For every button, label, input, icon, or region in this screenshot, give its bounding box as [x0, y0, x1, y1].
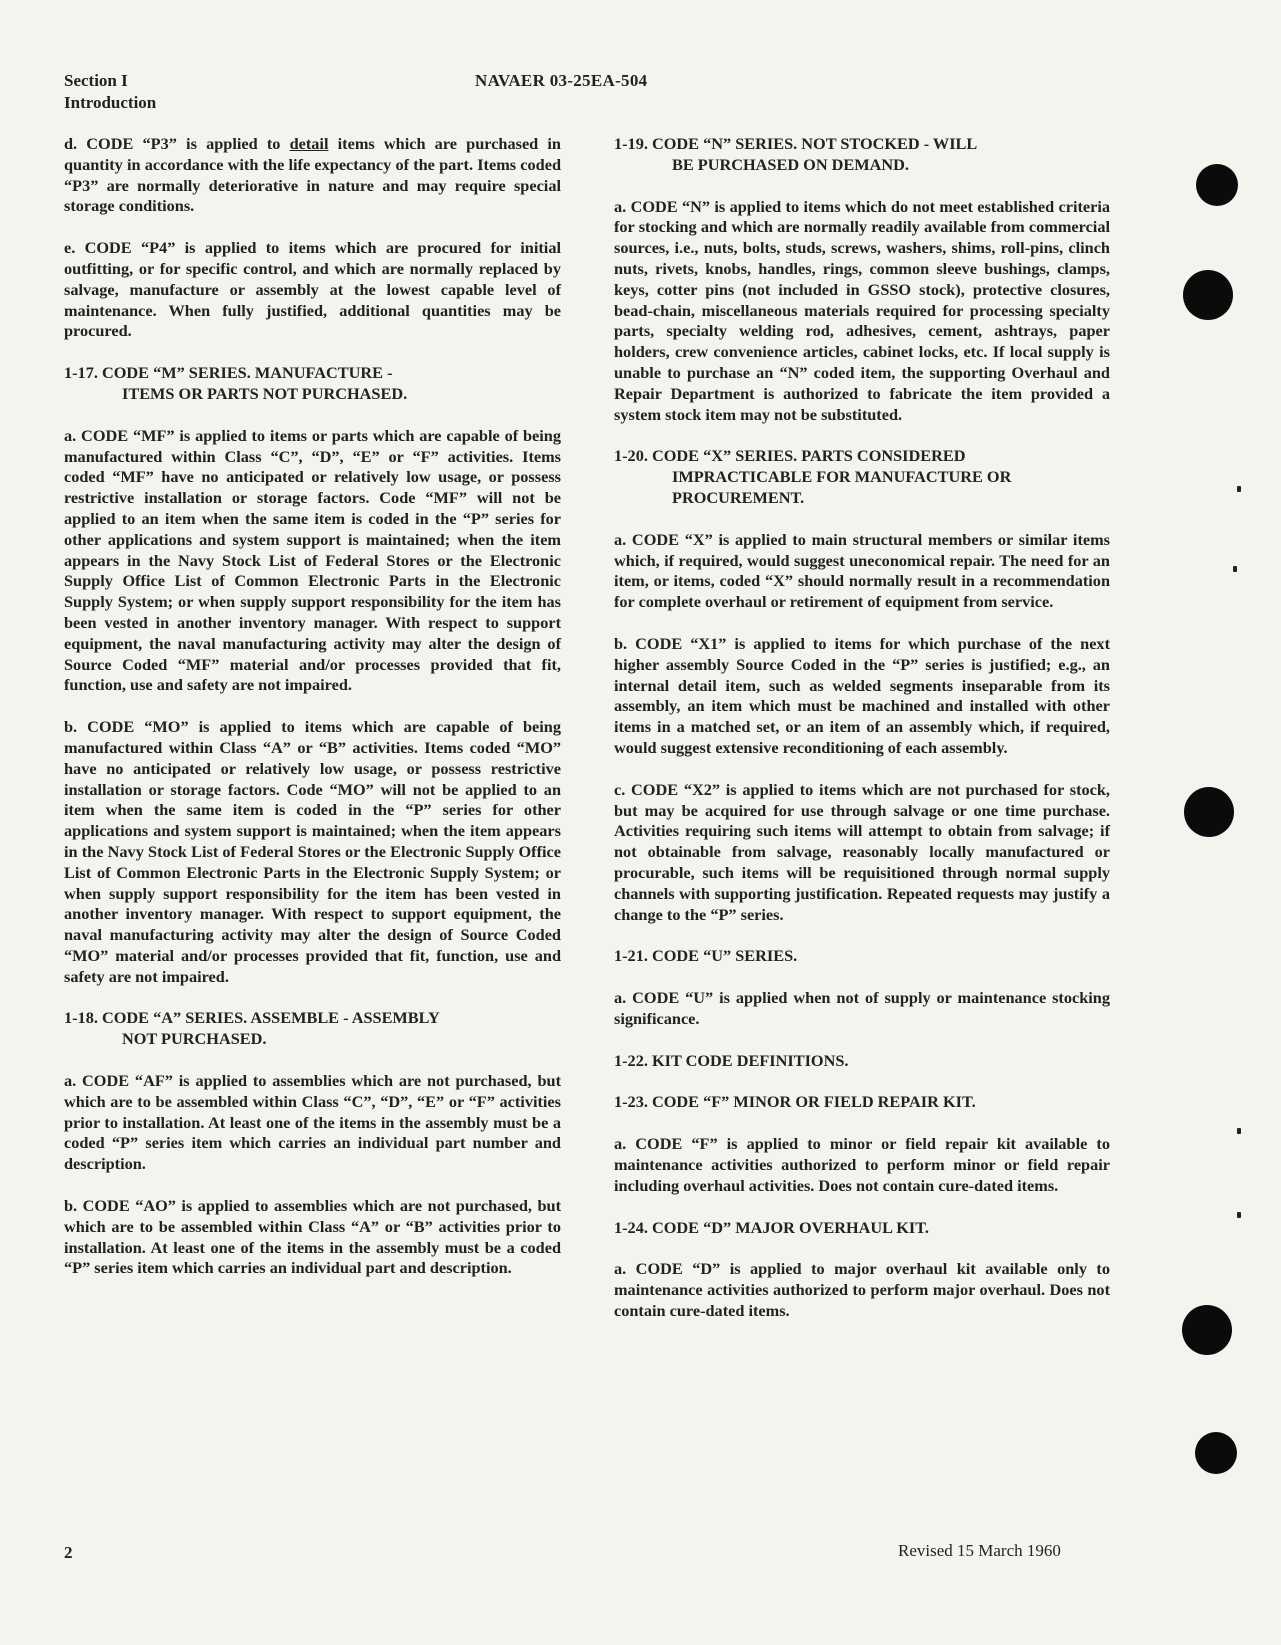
heading-1-20-line2: IMPRACTICABLE FOR MANUFACTURE OR	[672, 467, 1012, 487]
heading-1-17-line1: 1-17. CODE “M” SERIES. MANUFACTURE -	[64, 363, 393, 383]
page-number: 2	[64, 1543, 73, 1562]
paragraph-p4: e. CODE “P4” is applied to items which are procured for initial outfitting, or for specific control, and which are normally replaced by salvage, manufacture or assembly at the lowest capable level of maintenance. When fully justified, additional quantities may be procured.	[64, 238, 561, 341]
heading-1-24: 1-24. CODE “D” MAJOR OVERHAUL KIT.	[614, 1217, 929, 1237]
heading-1-18	[64, 1008, 561, 1050]
right-column	[614, 134, 1110, 1343]
paragraph-x2: c. CODE “X2” is applied to items which are not purchased for stock, but may be acquired for use through salvage or one time purchase. Activities requiring such items will attempt to obtain from salvage; if not obtainable from salvage, reasonably locally manufactured or procurable, such items will be requisitioned through normal supply channels with supporting justification. Repeated requests may justify a change to the “P” series.	[614, 779, 1110, 924]
heading-1-19	[614, 134, 1110, 176]
paragraph-u: a. CODE “U” is applied when not of supply or maintenance stocking significance.	[614, 988, 1110, 1028]
punch-hole-icon	[1183, 270, 1233, 320]
heading-1-20	[614, 446, 1110, 508]
paragraph-p3	[64, 134, 561, 217]
paragraph-x: a. CODE “X” is applied to main structural members or similar items which, if required, would suggest uneconomical repair. The need for an item, or items, coded “X” should normally result in a recommendation for complete overhaul or retirement of equipment from service.	[614, 529, 1110, 612]
paragraph-f-kit: a. CODE “F” is applied to minor or field repair kit available to maintenance activities authorized to perform minor or field repair including overhaul activities. Does not contain cure-dated items.	[614, 1134, 1110, 1195]
paragraph-ao: b. CODE “AO” is applied to assemblies which are not purchased, but which are to be assembled within Class “A” or “B” activities prior to installation. At least one of the items in the assembly must be a coded “P” series item which carries an individual part and description.	[64, 1196, 561, 1278]
punch-hole-icon	[1184, 787, 1234, 837]
heading-1-20-line3: PROCUREMENT.	[672, 487, 805, 507]
revision-date: Revised 15 March 1960	[898, 1541, 1061, 1560]
left-column	[64, 134, 561, 1300]
p3-underlined-word: detail	[289, 134, 329, 153]
punch-hole-icon	[1196, 164, 1238, 206]
p3-text-start: d. CODE “P3” is applied to	[64, 134, 290, 153]
heading-1-18-line1: 1-18. CODE “A” SERIES. ASSEMBLE - ASSEMBLY	[64, 1008, 440, 1028]
heading-1-17	[64, 363, 561, 405]
heading-1-22: 1-22. KIT CODE DEFINITIONS.	[614, 1050, 849, 1070]
punch-hole-icon	[1195, 1432, 1237, 1474]
paragraph-n: a. CODE “N” is applied to items which do not meet established criteria for stocking and which are normally readily available from commercial sources, i.e., nuts, bolts, studs, screws, washers, shims, roll-pins, clinch nuts, rivets, knobs, handles, rings, common sleeve bushings, clamps, keys, cotter pins (not included in GSSO stock), protective closures, bead-chain, miscellaneous materials required for processing specialty parts, specialty welding rod, adhesives, cement, ashtrays, paper holders, crew convenience articles, cabinet locks, etc. If local supply is unable to purchase an “N” coded item, the supporting Overhaul and Repair Department is authorized to fabricate the item provided a system stock item may not be substituted.	[614, 196, 1110, 424]
margin-speck	[1237, 1128, 1241, 1134]
paragraph-d-kit: a. CODE “D” is applied to major overhaul kit available only to maintenance activities authorized to perform major overhaul. Does not contain cure-dated items.	[614, 1259, 1110, 1321]
punch-hole-icon	[1182, 1305, 1232, 1355]
paragraph-mo: b. CODE “MO” is applied to items which are capable of being manufactured within Class “A” or “B” activities. Items coded “MO” have no anticipated or relatively low usage, or possess restrictive installation or storage factors. Code “MO” will not be applied to an item when the same item is coded in the “P” series for other applications and system support is maintained; when the item appears in the Navy Stock List of Federal Stores or the Electronic Supply Office List of Common Electronic Parts in the Electronic Supply System; or when supply support responsibility for the item has been vested in another inventory manager. With respect to support equipment, the naval manufacturing activity may alter the design of Source Coded “MO” material and/or processes provided that fit, function, use and safety are not impaired.	[64, 717, 561, 986]
document-number: NAVAER 03-25EA-504	[475, 71, 648, 90]
heading-1-21: 1-21. CODE “U” SERIES.	[614, 946, 798, 966]
paragraph-x1: b. CODE “X1” is applied to items for which purchase of the next higher assembly Source Coded in the “P” series is justified; e.g., an internal detail item, such as welded segments inseparable from its assembly, an item which must be machined and installed with other items in a matched set, or an item of an assembly which, if required, would suggest extensive reconditioning of each assembly.	[614, 633, 1110, 757]
margin-speck	[1233, 566, 1237, 572]
section-label	[64, 70, 156, 114]
heading-1-17-line2: ITEMS OR PARTS NOT PURCHASED.	[122, 383, 408, 403]
heading-1-23: 1-23. CODE “F” MINOR OR FIELD REPAIR KIT.	[614, 1092, 976, 1112]
section-title: Introduction	[64, 93, 157, 112]
paragraph-mf: a. CODE “MF” is applied to items or parts which are capable of being manufactured within Class “C”, “D”, “E” or “F” activities. Items coded “MF” have no anticipated or relatively low usage, or possess restrictive installation or storage factors. Code “MF” will not be applied to an item when the same item is coded in the “P” series for other applications and system support is maintained; when the item appears in the Navy Stock List of Federal Stores or the Electronic Supply Office List of Common Electronic Parts in the Electronic Supply System; or when supply support responsibility for the item has been vested in another inventory manager. With respect to support equipment, the naval manufacturing activity may alter the design of Source Coded “MF” material and/or processes provided that fit, function, use and safety are not impaired.	[64, 425, 561, 695]
section-number: Section I	[64, 71, 128, 90]
heading-1-18-line2: NOT PURCHASED.	[122, 1029, 267, 1049]
margin-speck	[1237, 486, 1241, 492]
margin-speck	[1237, 1212, 1241, 1218]
paragraph-af: a. CODE “AF” is applied to assemblies which are not purchased, but which are to be assembled within Class “C”, “D”, “E” or “F” activities prior to installation. At least one of the items in the assembly must be a coded “P” series item which carries an individual part number and description.	[64, 1071, 561, 1174]
p3-text-end: items which are purchased in quantity in accordance with the life expectancy of the part. Items coded “P3” are normally deteriorative in nature and may require special storage conditions.	[64, 134, 561, 216]
heading-1-19-line1: 1-19. CODE “N” SERIES. NOT STOCKED - WILL	[614, 134, 978, 153]
heading-1-19-line2: BE PURCHASED ON DEMAND.	[672, 154, 909, 174]
heading-1-20-line1: 1-20. CODE “X” SERIES. PARTS CONSIDERED	[614, 446, 966, 466]
